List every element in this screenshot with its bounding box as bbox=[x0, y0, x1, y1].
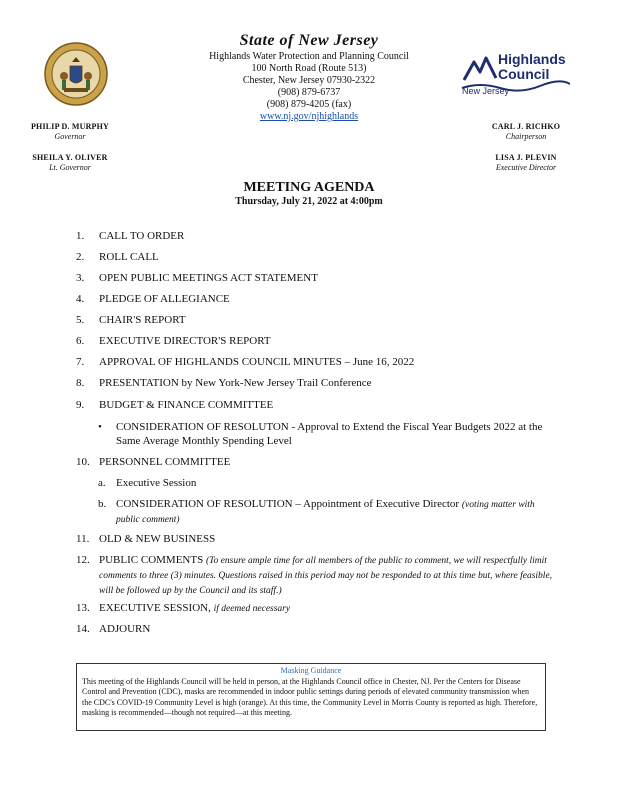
website-link[interactable]: www.nj.gov/njhighlands bbox=[259, 111, 359, 122]
council-name: Highlands Water Protection and Planning Council bbox=[209, 51, 409, 62]
budget-sub-item bbox=[98, 420, 558, 448]
sub-item-note: (voting matter with public comment) bbox=[116, 500, 535, 525]
sub-item-main: CONSIDERATION OF RESOLUTION – Appointment of Executive Director bbox=[116, 498, 460, 510]
executive-director-title: Executive Director bbox=[495, 163, 557, 172]
item-text bbox=[99, 553, 557, 598]
bullet: • bbox=[98, 421, 102, 433]
lt-governor-name: SHEILA Y. OLIVER bbox=[32, 153, 108, 162]
agenda-title: MEETING AGENDA bbox=[243, 180, 375, 195]
item-text: BUDGET & FINANCE COMMITTEE bbox=[99, 399, 274, 411]
item-text: PLEDGE OF ALLEGIANCE bbox=[99, 293, 230, 305]
item-number: 14. bbox=[76, 623, 90, 635]
item-text: CALL TO ORDER bbox=[99, 230, 185, 242]
masking-guidance-box bbox=[76, 663, 546, 731]
item-text: OPEN PUBLIC MEETINGS ACT STATEMENT bbox=[99, 272, 318, 284]
chairperson-name: CARL J. RICHKO bbox=[491, 122, 561, 131]
item-number: 8. bbox=[76, 377, 85, 389]
item-text: PERSONNEL COMMITTEE bbox=[99, 456, 231, 468]
item-number: 12. bbox=[76, 554, 90, 566]
item-number: 6. bbox=[76, 335, 85, 347]
phone: (908) 879-6737 bbox=[277, 87, 341, 98]
item-number: 7. bbox=[76, 356, 85, 368]
sub-item-text: Executive Session bbox=[116, 477, 197, 489]
item-number: 13. bbox=[76, 602, 90, 614]
item-text: ROLL CALL bbox=[99, 251, 159, 263]
agenda-date: Thursday, July 21, 2022 at 4:00pm bbox=[235, 196, 383, 207]
governor-name: PHILIP D. MURPHY bbox=[30, 122, 110, 131]
chairperson-title: Chairperson bbox=[505, 132, 547, 141]
logo-line-1: Highlands bbox=[498, 51, 566, 67]
logo-subtitle: New Jersey bbox=[462, 86, 510, 96]
item-note: if deemed necessary bbox=[213, 604, 291, 614]
personnel-sub-item bbox=[98, 497, 558, 525]
sub-item-text: CONSIDERATION OF RESOLUTON - Approval to Extend the Fiscal Year Budgets 2022 at the Same Average Monthly Spending Level bbox=[116, 421, 543, 447]
item-number: 9. bbox=[76, 399, 85, 411]
item-number: 2. bbox=[76, 251, 85, 263]
governor-title: Governor bbox=[54, 132, 86, 141]
sub-item-text bbox=[116, 497, 556, 527]
lt-governor-title: Lt. Governor bbox=[49, 163, 91, 172]
nj-state-seal-icon bbox=[44, 42, 108, 106]
item-number: 10. bbox=[76, 456, 90, 468]
sub-item-marker: b. bbox=[98, 498, 107, 510]
sub-item-marker: a. bbox=[98, 477, 106, 489]
item-number: 3. bbox=[76, 272, 85, 284]
address-line-2: Chester, New Jersey 07930-2322 bbox=[242, 75, 376, 86]
item-main: PUBLIC COMMENTS bbox=[99, 554, 204, 566]
item-main: EXECUTIVE SESSION, bbox=[99, 602, 211, 614]
state-title: State of New Jersey bbox=[239, 32, 379, 49]
executive-director-name: LISA J. PLEVIN bbox=[495, 153, 557, 162]
item-text: CHAIR'S REPORT bbox=[99, 314, 186, 326]
item-number: 1. bbox=[76, 230, 85, 242]
fax: (908) 879-4205 (fax) bbox=[266, 99, 352, 110]
item-note: (To ensure ample time for all members of the public to comment, we will respectfully limit comments to three (3) minutes. Questions raised in this period may not be responded to at this time but, where feasible, will be followed up by the Council and its staff.) bbox=[99, 556, 553, 596]
item-text: ADJOURN bbox=[99, 623, 151, 635]
logo-line-2: Council bbox=[498, 66, 550, 82]
item-text: OLD & NEW BUSINESS bbox=[99, 533, 216, 545]
item-number: 5. bbox=[76, 314, 85, 326]
guidance-title: Masking Guidance bbox=[280, 666, 342, 675]
agenda-item bbox=[76, 553, 556, 595]
item-number: 4. bbox=[76, 293, 85, 305]
item-text: PRESENTATION by New York-New Jersey Trail Conference bbox=[99, 377, 372, 389]
item-text: APPROVAL OF HIGHLANDS COUNCIL MINUTES – June 16, 2022 bbox=[99, 356, 415, 368]
item-text bbox=[99, 601, 557, 616]
address-line-1: 100 North Road (Route 513) bbox=[251, 63, 367, 74]
guidance-body: This meeting of the Highlands Council will be held in person, at the Highlands Council office in Chester, NJ. Per the Centers for Disease Control and Prevention (CDC), masks are recommended in indoor public settings during periods of elevated community transmission when the CDC's COVID-19 Community Level is high (orange). At this time, the Community Level in Morris County is reported as high. Therefore, masking is recommended—though not required—at this meeting. bbox=[82, 676, 538, 717]
item-text: EXECUTIVE DIRECTOR'S REPORT bbox=[99, 335, 271, 347]
item-number: 11. bbox=[76, 533, 90, 545]
